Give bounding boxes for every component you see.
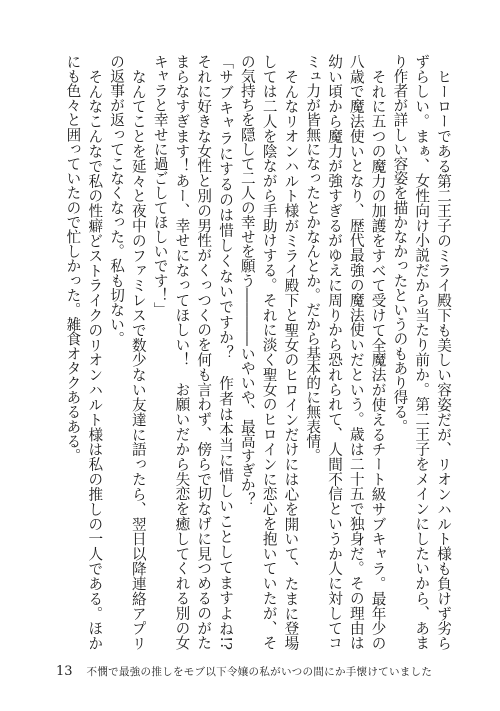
paragraph-5: なんてことを延々と夜中のファミレスで数少ない友達に語ったら、翌日以降連絡アプリの返事が返ってこなくなった。私も切ない。: [108, 54, 147, 650]
page-number: 13: [56, 664, 73, 679]
paragraph-3: そんなリオンハルト様がミライ殿下と聖女のヒロインだけには心を開いて、たまに登場しては二人を陰ながら手助けする。それに淡く聖女のヒロインに恋心を抱いていたが、その気持ちを隠して二人の幸せを願う――――いやいや、最高すぎか？: [238, 54, 300, 650]
paragraph-6: そんなこんなで私の性癖どストライクのリオンハルト様は私の推しの一人である。ほかにも色々と囲っていたので忙しかった。雑食オタクあるある。: [64, 54, 104, 650]
page-footer: [56, 664, 432, 682]
running-title: 不憫で最強の推しをモブ以下令嬢の私がいつの間にか手懐けていました: [86, 666, 433, 678]
vertical-text-body: [42, 54, 454, 665]
paragraph-1: ヒーローである第二王子のミライ殿下も美しい容姿だが、リオンハルト様も負けず劣らずらしい。まぁ、女性向け小説だから当たり前か。第二王子をメインにしたいから、あまり作者が詳しい容姿を描かなかったというのもあり得る。: [391, 54, 452, 650]
paragraph-4-dialogue: 「サブキャラにするのは惜しくないですか？ 作者は本当に惜しいことしてますよね!? それに好きな女性と別の男性がくっつくのを何も言わず、傍らで切なげに見つめるのがたまらなすぎます！あー、幸せになってほしい！ お願いだから失恋を癒してくれる別の女キャラと幸せに過ごしてほしいです！」: [151, 54, 235, 665]
paragraph-2: それに五つの魔力の加護をすべて受けて全魔法が使えるチート級サブキャラ。最年少の八歳で魔法使いとなり、歴代最強の魔法使いだという。歳は二十五で独身だ。その理由は幼い頃から魔力が強すぎるがゆえに周りから恐れられて、人間不信というか人に対してコミュ力が皆無になったとかなんとか。だから基本的に無表情。: [304, 54, 387, 650]
